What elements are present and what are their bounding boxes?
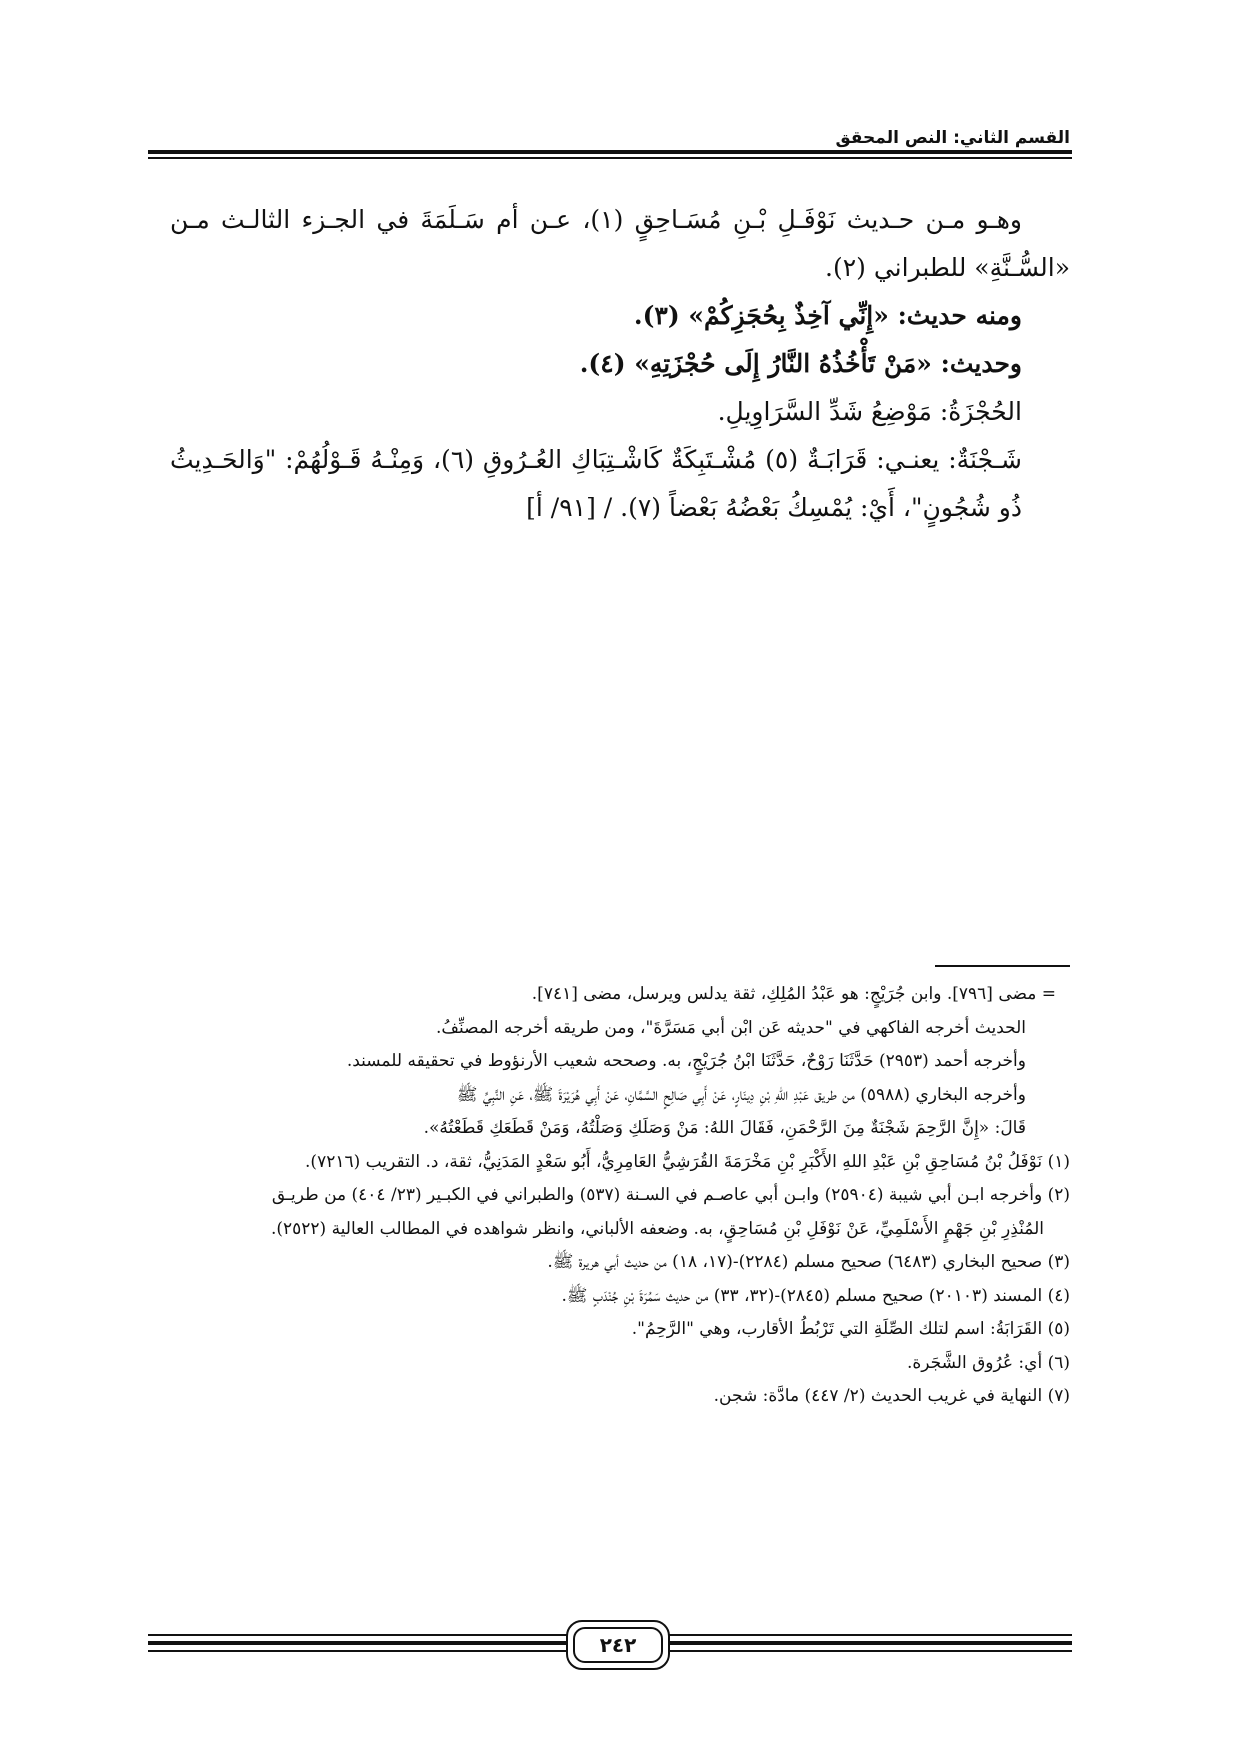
footnote-continuation-line: وأخرجه أحمد (٢٩٥٣) حَدَّثَنَا رَوْحٌ، حَدَّثَنَا ابْنُ جُرَيْجٍ، به. وصححه شعيب الأرنؤوط في تحقيقه للمسند.: [346, 1051, 1026, 1071]
footnote-continuation-line: الحديث أخرجه الفاكهي في "حديثه عَن ابْن أبي مَسَرَّةَ"، ومن طريقه أخرجه المصنِّفُ.: [435, 1017, 1026, 1038]
footnote-item: (٤) المسند (٢٠١٠٣) صحيح مسلم (٢٨٤٥)-(٣٢، ٣٣) من حديث سَمُرَةَ بْنِ جُنْدَبٍ ﷺ.: [561, 1285, 1070, 1306]
footnotes: [170, 978, 1070, 1414]
main-text: [170, 196, 1070, 532]
page-number: ٢٤٢: [573, 1627, 663, 1663]
footnote-continuation-line: = مضى [٧٩٦]. وابن جُرَيْجٍ: هو عَبْدُ المُلِكِ، ثقة يدلس ويرسل، مضى [٧٤١].: [531, 984, 1056, 1004]
footnote-item-continuation: المُنْذِرِ بْنِ جَهْمٍ الأَسْلَمِيِّ، عَنْ نَوْفَلِ بْنِ مُسَاحِقٍ، به. وضعفه الألباني، وانظر شواهده في المطالب العالية (٢٥٢٢).: [270, 1218, 1044, 1239]
footnote-item: (٧) النهاية في غريب الحديث (٢/ ٤٤٧) مادَّة: شجن.: [713, 1386, 1070, 1406]
footnote-item: (١) نَوْفَلُ بْنُ مُسَاحِقِ بْنِ عَبْدِ اللهِ الأَكْبَرِ بْنِ مَخْرَمَةَ القُرَشِيُّ العَامِرِيُّ، أَبُو سَعْدٍ المَدَنِيُّ، ثقة، د. التقريب (٧٢١٦).: [305, 1151, 1070, 1172]
main-paragraph-4: الحُجْزَةُ: مَوْضِعُ شَدِّ السَّرَاوِيلِ.: [717, 397, 1022, 426]
footnote-item: (٣) صحيح البخاري (٦٤٨٣) صحيح مسلم (٢٢٨٤)-(١٧، ١٨) من حديث أبي هريرة ﷺ.: [547, 1252, 1070, 1272]
header-rule-thin: [148, 157, 1072, 159]
footnote-item: (٦) أي: عُرُوق الشَّجَرة.: [906, 1352, 1070, 1373]
hadith-quote-1: ومنه حديث: «إِنِّي آخِذٌ بِحُجَزِكُمْ» (٣).: [633, 301, 1022, 330]
footnote-item: (٥) القَرَابَةُ: اسم لتلك الصِّلَةِ التي تَرْبُطُ الأقارب، وهي "الرَّحِمُ".: [631, 1319, 1070, 1339]
main-paragraph-3: [170, 340, 1070, 388]
running-header-title: القسم الثاني: النص المحقق: [835, 128, 1070, 148]
main-paragraph-1: وهـو مـن حـديث نَوْفَـلِ بْـنِ مُسَـاحِقٍ (١)، عـن أم سَـلَمَةَ في الجـزء الثالـث مـن «السُّـنَّةِ» للطبراني (٢).: [170, 205, 1070, 282]
footnote-continuation-line: قَالَ: «إِنَّ الرَّحِمَ شَجْنَةٌ مِنَ الرَّحْمَنِ، فَقَالَ اللهُ: مَنْ وَصَلَكِ وَصَلْتُهُ، وَمَنْ قَطَعَكِ قَطَعْتُهُ».: [423, 1118, 1026, 1138]
hadith-quote-2: وحديث: «مَنْ تَأْخُذُهُ النَّارُ إِلَى حُجْزَتِهِ» (٤).: [579, 349, 1022, 378]
page-number-frame: [566, 1620, 670, 1670]
header-rule-thick: [148, 150, 1072, 154]
footnote-separator: [935, 965, 1070, 967]
footnote-item: (٢) وأخرجه ابـن أبي شيبة (٢٥٩٠٤) وابـن أبي عاصـم في السـنة (٥٣٧) والطبراني في الكبـير (٢٣/ ٤٠٤) من طريـق: [271, 1185, 1070, 1205]
main-paragraph-2: [170, 292, 1070, 340]
footnote-continuation-line: وأخرجه البخاري (٥٩٨٨) من طريق عَبْدِ اللهِ بْنِ دِينَارٍ، عَنْ أَبِي صَالِحٍ السَّمَّانِ، عَنْ أَبِي هُرَيْرَةَ ﷺ، عَنِ النَّبِيِّ ﷺ: [456, 1084, 1026, 1105]
main-paragraph-5: شَـجْنَةٌ: يعنـي: قَرَابَـةٌ (٥) مُشْـتَبِكَةٌ كَاشْـتِبَاكِ العُـرُوقِ (٦)، وَمِنْـهُ قَـوْلُهُمْ: "وَالحَـدِيثُ ذُو شُجُونٍ"، أَيْ: يُمْسِكُ بَعْضُهُ بَعْضاً (٧). / [٩١/ أ]: [170, 445, 1023, 522]
